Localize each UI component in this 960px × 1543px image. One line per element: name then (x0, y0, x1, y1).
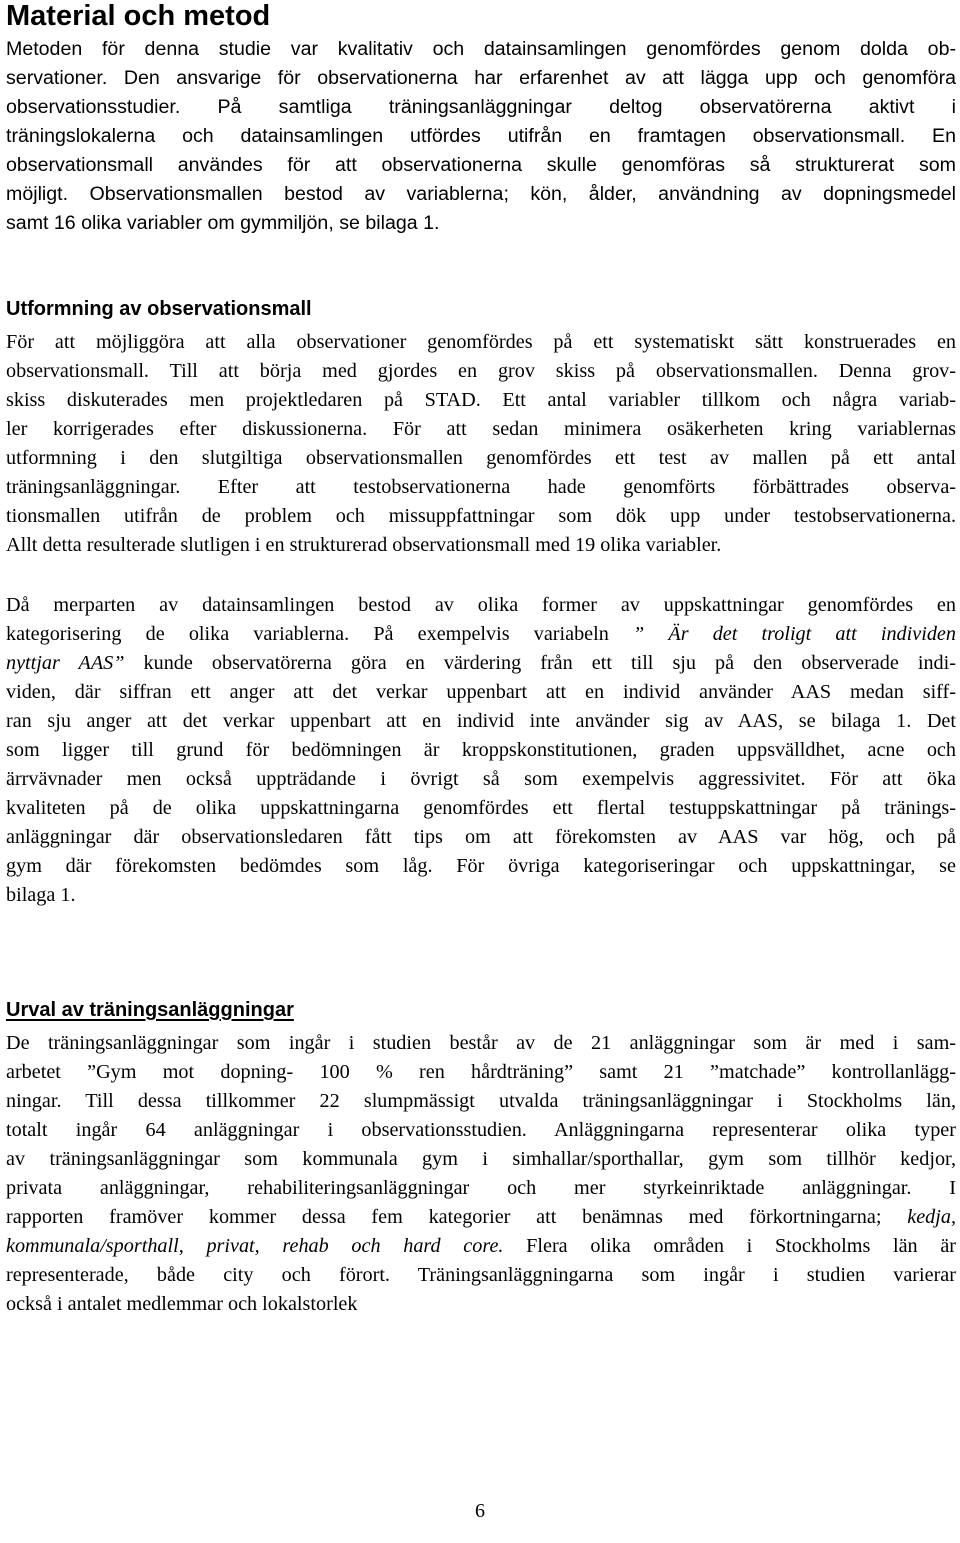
page-number: 6 (475, 1500, 485, 1522)
text-line: av träningsanläggningar som kommunala gym i simhallar/sporthallar, gym som tillhör kedjor, (6, 1148, 956, 1170)
subheading-selection (6, 998, 956, 1022)
text-line: utformning i den slutgiltiga observationsmallen genomfördes ett test av mallen på ett antal (6, 447, 956, 469)
text-segment: kunde observatörerna göra en värdering från ett till sju på den observerade indi- (124, 652, 956, 674)
text-line: Då merparten av datainsamlingen bestod av olika former av uppskattningar genomfördes en (6, 594, 956, 616)
text-line: samt 16 olika variabler om gymmiljön, se bilaga 1. (6, 212, 440, 234)
text-line: kvaliteten på de olika uppskattningarna genomfördes ett flertal testuppskattningar på tränings- (6, 797, 956, 819)
intro-paragraph (6, 35, 956, 238)
text-line: observationsmall användes för att observationerna skulle genomföras så strukturerat som (6, 154, 956, 176)
text-line: skiss diskuterades men projektledaren på STAD. Ett antal variabler tillkom och några variab- (6, 389, 956, 411)
selection-paragraph (6, 1029, 956, 1319)
observation-template-paragraph (6, 328, 956, 560)
text-line: servationer. Den ansvarige för observationerna har erfarenhet av att lägga upp och genomföra (6, 67, 956, 89)
text-line: ler korrigerades efter diskussionerna. För att sedan minimera osäkerheten kring variablernas (6, 418, 956, 440)
text-line: träningslokalerna och datainsamlingen utfördes utifrån en framtagen observationsmall. En (6, 125, 956, 147)
text-segment: kategorisering de olika variablerna. På exempelvis variabeln (6, 623, 633, 645)
text-line: tionsmallen utifrån de problem och missuppfattningar som dök upp under testobservationerna. (6, 505, 956, 527)
category-names: kommunala/sporthall, privat, rehab och hard core. (6, 1235, 504, 1257)
text-line: privata anläggningar, rehabiliteringsanläggningar och mer styrkeinriktade anläggningar. I (6, 1177, 956, 1199)
text-line: observationsstudier. På samtliga träningsanläggningar deltog observatörerna aktivt i (6, 96, 956, 118)
text-line: viden, där siffran ett anger att det verkar uppenbart att en individ använder AAS medan siff- (6, 681, 956, 703)
category-names: kedja, (907, 1206, 956, 1228)
text-line: För att möjliggöra att alla observationer genomfördes på ett systematiskt sätt konstruerades en (6, 331, 956, 353)
text-line: ran sju anger att det verkar uppenbart att en individ inte använder sig av AAS, se bilaga 1. Det (6, 710, 956, 732)
text-line: bilaga 1. (6, 884, 76, 906)
variable-quote-end: nyttjar AAS” (6, 652, 125, 674)
text-line: ärrvävnader men också uppträdande i övrigt så som exempelvis aggressivitet. För att öka (6, 768, 956, 790)
section-title: Material och metod (6, 0, 271, 32)
text-line: observationsmall. Till att börja med gjordes en grov skiss på observationsmallen. Denna grov- (6, 360, 956, 382)
text-line (6, 1232, 956, 1261)
text-segment: Flera olika områden i Stockholms län är (503, 1235, 956, 1257)
text-line: också i antalet medlemmar och lokalstorlek (6, 1293, 358, 1315)
text-line: totalt ingår 64 anläggningar i observationsstudien. Anläggningarna representerar olika typer (6, 1119, 956, 1141)
estimation-paragraph (6, 591, 956, 910)
text-line: anläggningar där observationsledaren fått tips om att förekomsten av AAS var hög, och på (6, 826, 956, 848)
text-line (6, 1203, 956, 1232)
text-line: som ligger till grund för bedömningen är kroppskonstitutionen, graden uppsvälldhet, acne och (6, 739, 956, 761)
text-line: De träningsanläggningar som ingår i studien består av de 21 anläggningar som är med i sam- (6, 1032, 956, 1054)
text-line: representerade, både city och förort. Träningsanläggningarna som ingår i studien varierar (6, 1264, 956, 1286)
text-line: ningar. Till dessa tillkommer 22 slumpmässigt utvalda träningsanläggningar i Stockholms län, (6, 1090, 956, 1112)
variable-quote: ” Är det troligt att individen (633, 623, 956, 645)
text-segment: rapporten framöver kommer dessa fem kategorier att benämnas med förkortningarna; (6, 1206, 908, 1228)
subheading-observation-template: Utformning av observationsmall (6, 298, 312, 320)
text-line (6, 620, 956, 649)
text-line (6, 649, 956, 678)
text-line: arbetet ”Gym mot dopning- 100 % ren hårdträning” samt 21 ”matchade” kontrollanlägg- (6, 1061, 956, 1083)
subheading-selection-text: Urval av träningsanläggningar (6, 999, 294, 1021)
text-line: gym där förekomsten bedömdes som låg. För övriga kategoriseringar och uppskattningar, se (6, 855, 956, 877)
text-line: Metoden för denna studie var kvalitativ och datainsamlingen genomfördes genom dolda ob- (6, 38, 956, 60)
text-line: Allt detta resulterade slutligen i en strukturerad observationsmall med 19 olika variabler. (6, 534, 722, 556)
text-line: träningsanläggningar. Efter att testobservationerna hade genomförts förbättrades observa- (6, 476, 956, 498)
text-line: möjligt. Observationsmallen bestod av variablerna; kön, ålder, användning av dopningsmedel (6, 183, 956, 205)
